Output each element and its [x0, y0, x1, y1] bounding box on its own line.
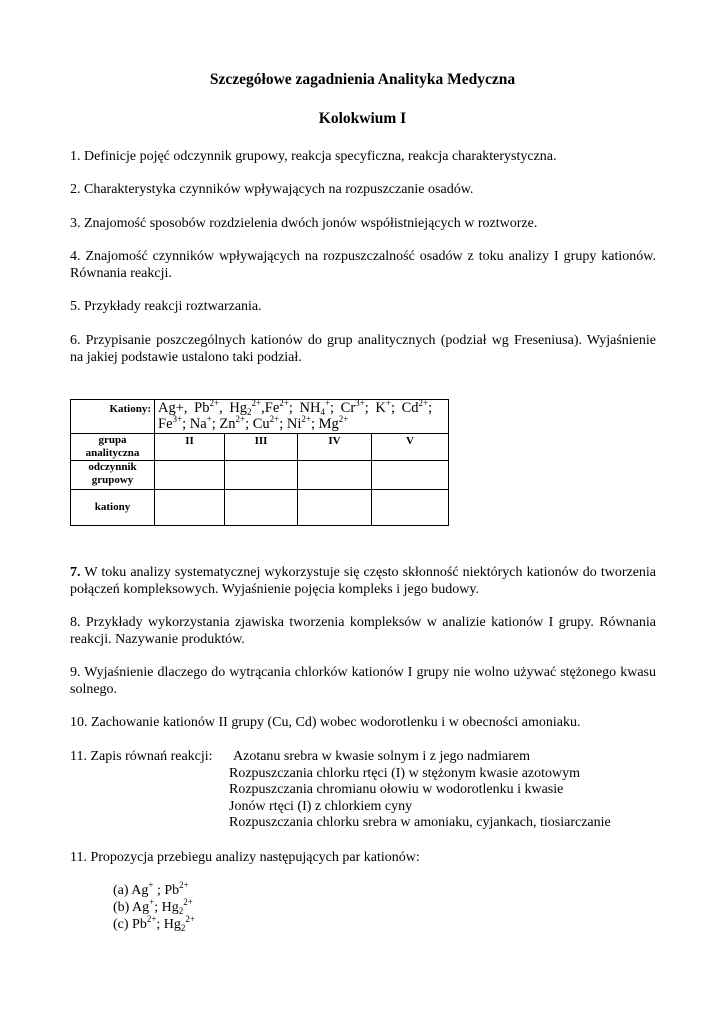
question-10: 10. Zachowanie kationów II grupy (Cu, Cd) wobec wodorotlenku i w obecności amoniaku. — [70, 715, 581, 730]
table-row — [71, 400, 449, 434]
group-header-II: III — [225, 434, 298, 461]
group-label: grupa analityczna — [71, 434, 155, 461]
question-4: 4. Znajomość czynników wpływających na rozpuszczalność osadów z toku analizy I grupy kationów. Równania reakcji. — [70, 249, 656, 281]
question-11-label: 11. Zapis równań reakcji: — [70, 749, 213, 764]
list-item: Rozpuszczania chlorku srebra w amoniaku, cyjankach, tiosiarczanie — [229, 815, 611, 830]
reagent-label: odczynnik grupowy — [71, 461, 155, 490]
group-header-III: IV — [298, 434, 372, 461]
question-3: 3. Znajomość sposobów rozdzielenia dwóch jonów współistniejących w roztworze. — [70, 216, 538, 231]
cations-list: Ag+, $Pb^{2+}$, $Hg_2^{2+},Fe^{2+}$; $NH_4^+$; $Cr^{3+}$; K+; $Cd^{2+}$; $Fe^{3+}$; Na+; $Zn^{2+}$; $Cu^{2+}$; $Ni^{2+}$; $Mg^{2+}$ — [155, 400, 449, 434]
question-2: 2. Charakterystyka czynników wpływających na rozpuszczanie osadów. — [70, 182, 474, 197]
list-item: Jonów rtęci (I) z chlorkiem cyny — [229, 798, 413, 814]
question-11-items — [229, 748, 611, 831]
cation-groups-table — [70, 399, 449, 526]
question-1: 1. Definicje pojęć odczynnik grupowy, reakcja specyficzna, reakcja charakterystyczna. — [70, 149, 557, 164]
question-6: 6. Przypisanie poszczególnych kationów do grup analitycznych (podział wg Freseniusa). Wyjaśnienie na jakiej podstawie ustalono taki podział. — [70, 333, 656, 365]
group-header-IV: V — [372, 434, 449, 461]
question-7: 7. W toku analizy systematycznej wykorzystuje się często skłonność niektórych kationów do tworzenia połączeń kompleksowych. Wyjaśnienie pojęcia kompleks i jego budowy. — [70, 565, 657, 597]
group-header-I: II — [155, 434, 225, 461]
pair-b: (b) Ag+; $Hg_2^{2+}$ — [113, 897, 193, 916]
list-item: Azotanu srebra w kwasie solnym i z jego nadmiarem — [233, 749, 531, 764]
list-item: Rozpuszczania chromianu ołowiu w wodorotlenku i kwasie — [229, 782, 564, 797]
document-subtitle: Kolokwium I — [318, 110, 407, 127]
question-5: 5. Przykłady reakcji roztwarzania. — [70, 299, 262, 314]
table-row — [71, 434, 449, 461]
pair-a: (a) Ag+ ; $Pb^{2+}$ — [113, 880, 189, 898]
table-row — [71, 461, 449, 490]
question-9: 9. Wyjaśnienie dlaczego do wytrącania chlorków kationów I grupy nie wolno używać stężonego kwasu solnego. — [70, 665, 656, 697]
cations-row-label: kationy — [71, 490, 155, 526]
document-title: Szczegółowe zagadnienia Analityka Medyczna — [209, 71, 516, 88]
table-row — [71, 490, 449, 526]
question-12: 11. Propozycja przebiegu analizy następujących par kationów: — [70, 850, 420, 865]
question-8: 8. Przykłady wykorzystania zjawiska tworzenia kompleksów w analizie kationów I grupy. Równania reakcji. Nazywanie produktów. — [70, 615, 656, 647]
pair-c: (c) $Pb^{2+}$; $Hg_2^{2+}$ — [113, 914, 195, 933]
cations-label: Kationy: — [71, 400, 155, 434]
list-item: Rozpuszczania chlorku rtęci (I) w stężonym kwasie azotowym — [229, 765, 581, 781]
